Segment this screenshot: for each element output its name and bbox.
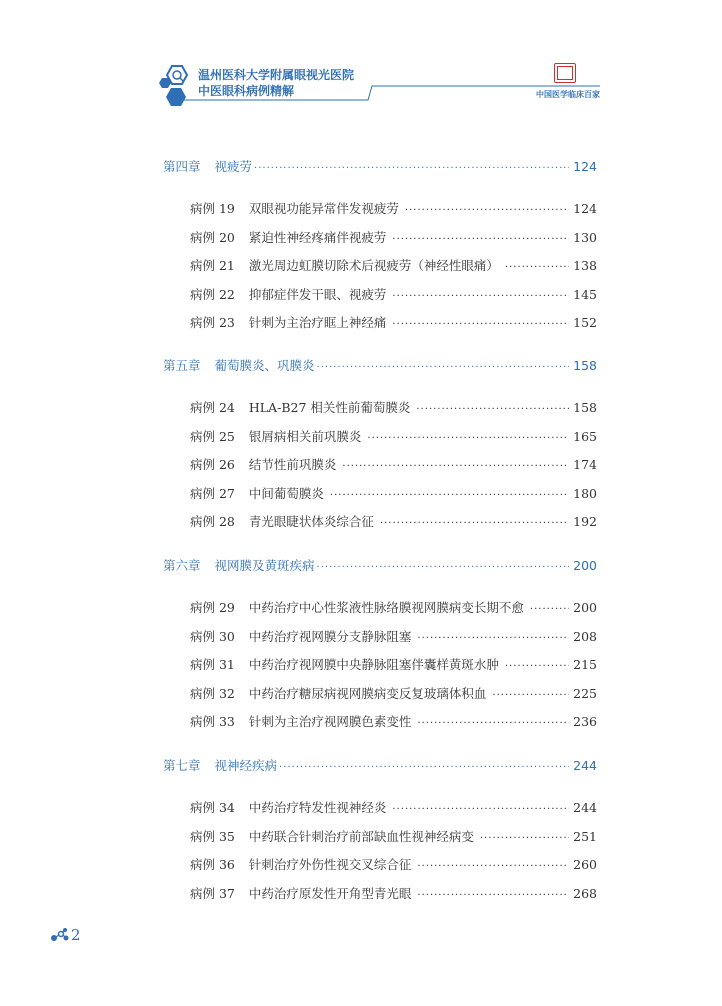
case-title: 中药治疗糖尿病视网膜病变反复玻璃体积血 — [248, 685, 487, 701]
case-title: 针刺治疗外伤性视交叉综合征 — [248, 857, 412, 873]
page-ref: 192 — [573, 514, 597, 530]
dot-leader — [392, 232, 569, 248]
case-number: 病例 28 — [190, 514, 235, 530]
dot-leader — [317, 360, 570, 376]
page-ref: 244 — [573, 800, 597, 815]
case-title: 针刺为主治疗视网膜色素变性 — [248, 714, 412, 730]
dot-leader — [417, 631, 569, 647]
case-number: 病例 24 — [190, 400, 235, 415]
chapter-number: 第七章 — [163, 758, 201, 773]
chapter-number: 第四章 — [163, 159, 201, 174]
seal-icon — [554, 63, 576, 83]
page-ref: 208 — [573, 628, 597, 644]
case-number: 病例 35 — [190, 828, 235, 844]
case-number: 病例 30 — [190, 628, 235, 644]
case-number: 病例 22 — [190, 286, 235, 302]
chapter-number: 第六章 — [163, 558, 201, 573]
page-ref: 268 — [573, 885, 597, 901]
chapter-title: 视网膜及黄斑疾病 — [214, 558, 315, 573]
toc-chapter-row[interactable] — [163, 159, 597, 177]
page-ref: 124 — [573, 201, 597, 216]
dot-leader — [405, 203, 569, 219]
case-title: 紧迫性神经疼痛伴视疲劳 — [248, 229, 387, 245]
toc-case-row[interactable] — [190, 600, 597, 618]
case-number: 病例 36 — [190, 857, 235, 873]
toc-case-row[interactable] — [190, 800, 597, 818]
dot-leader — [480, 831, 569, 847]
dot-leader — [380, 516, 569, 532]
chapter-number: 第五章 — [163, 358, 201, 373]
series-name: 中国医学临床百家 — [536, 90, 600, 99]
dot-leader — [417, 888, 569, 904]
case-title: 中药治疗中心性浆液性脉络膜视网膜病变长期不愈 — [248, 600, 524, 615]
page-ref: 200 — [573, 558, 597, 573]
case-number: 病例 27 — [190, 485, 235, 501]
case-title: 银屑病相关前巩膜炎 — [248, 428, 362, 444]
case-title: 中药治疗视网膜中央静脉阻塞伴囊样黄斑水肿 — [248, 657, 499, 673]
page-ref: 174 — [573, 457, 597, 473]
case-number: 病例 37 — [190, 885, 235, 901]
toc-case-row[interactable] — [190, 230, 597, 248]
dot-leader — [505, 659, 569, 675]
page-ref: 138 — [573, 258, 597, 274]
page-ref: 260 — [573, 857, 597, 873]
toc-case-row[interactable] — [190, 287, 597, 305]
dot-leader — [416, 402, 569, 418]
toc-chapter-row[interactable] — [163, 758, 597, 776]
toc-case-row[interactable] — [190, 657, 597, 675]
toc-case-row[interactable] — [190, 486, 597, 504]
dot-leader — [392, 317, 569, 333]
chapter-title: 视神经疾病 — [214, 758, 278, 773]
page-ref: 251 — [573, 828, 597, 844]
toc-case-row[interactable] — [190, 714, 597, 732]
case-title: 针刺为主治疗眶上神经痛 — [248, 315, 387, 331]
case-title: 中药治疗特发性视神经炎 — [248, 800, 387, 815]
case-number: 病例 23 — [190, 315, 235, 331]
dot-leader — [317, 560, 570, 576]
toc-case-row[interactable] — [190, 857, 597, 875]
dot-leader — [530, 602, 569, 618]
page-ref: 158 — [573, 358, 597, 373]
toc-case-row[interactable] — [190, 514, 597, 532]
dot-leader — [392, 802, 569, 818]
case-title: 双眼视功能异常伴发视疲劳 — [248, 201, 399, 216]
case-number: 病例 19 — [190, 201, 235, 216]
page-ref: 236 — [573, 714, 597, 730]
case-number: 病例 21 — [190, 258, 235, 274]
page-ref: 200 — [573, 600, 597, 615]
case-number: 病例 20 — [190, 229, 235, 245]
dot-leader — [279, 760, 569, 776]
toc-chapter-row[interactable] — [163, 558, 597, 576]
page-ref: 158 — [573, 400, 597, 415]
page-ref: 165 — [573, 428, 597, 444]
toc-case-row[interactable] — [190, 829, 597, 847]
toc-case-row[interactable] — [190, 629, 597, 647]
dot-leader — [367, 431, 569, 447]
case-number: 病例 26 — [190, 457, 235, 473]
dot-leader — [417, 859, 569, 875]
page-ref: 145 — [573, 286, 597, 302]
header-title: 温州医科大学附属眼视光医院 — [198, 68, 355, 82]
toc-case-row[interactable] — [190, 686, 597, 704]
page-ref: 130 — [573, 229, 597, 245]
case-title: 结节性前巩膜炎 — [248, 457, 337, 473]
page-ref: 225 — [573, 685, 597, 701]
case-number: 病例 33 — [190, 714, 235, 730]
case-title: 抑郁症伴发干眼、视疲劳 — [248, 286, 387, 302]
molecule-icon — [50, 927, 70, 943]
toc-case-row[interactable] — [190, 429, 597, 447]
dot-leader — [392, 289, 569, 305]
dot-leader — [492, 688, 569, 704]
page-number: 2 — [71, 926, 81, 944]
page-ref: 124 — [573, 159, 597, 174]
case-title: 中间葡萄膜炎 — [248, 485, 324, 501]
chapter-title: 葡萄膜炎、巩膜炎 — [214, 358, 315, 373]
case-title: 青光眼睫状体炎综合征 — [248, 514, 374, 530]
dot-leader — [505, 260, 569, 276]
toc-case-row[interactable] — [190, 201, 597, 219]
dot-leader — [330, 488, 569, 504]
page-ref: 215 — [573, 657, 597, 673]
case-number: 病例 25 — [190, 428, 235, 444]
case-number: 病例 29 — [190, 600, 235, 615]
case-title: 中药治疗原发性开角型青光眼 — [248, 885, 412, 901]
page-ref: 152 — [573, 315, 597, 331]
toc-case-row[interactable] — [190, 315, 597, 333]
page-footer — [50, 926, 81, 944]
chapter-title: 视疲劳 — [214, 159, 253, 174]
case-title: 中药联合针刺治疗前部缺血性视神经病变 — [248, 828, 474, 844]
page-header — [0, 0, 722, 110]
toc-case-row[interactable] — [190, 258, 597, 276]
case-title: 中药治疗视网膜分支静脉阻塞 — [248, 628, 412, 644]
page-ref: 180 — [573, 485, 597, 501]
case-title: HLA-B27 相关性前葡萄膜炎 — [248, 400, 411, 415]
dot-leader — [342, 459, 569, 475]
toc-case-row[interactable] — [190, 457, 597, 475]
dot-leader — [417, 716, 569, 732]
toc-case-row[interactable] — [190, 400, 597, 418]
case-title: 激光周边虹膜切除术后视疲劳（神经性眼痛） — [248, 258, 499, 274]
case-number: 病例 32 — [190, 685, 235, 701]
case-number: 病例 34 — [190, 800, 235, 815]
toc-chapter-row[interactable] — [163, 358, 597, 376]
case-number: 病例 31 — [190, 657, 235, 673]
dot-leader — [254, 161, 569, 177]
header-subtitle: 中医眼科病例精解 — [198, 84, 295, 98]
page-ref: 244 — [573, 758, 597, 773]
toc-case-row[interactable] — [190, 886, 597, 904]
